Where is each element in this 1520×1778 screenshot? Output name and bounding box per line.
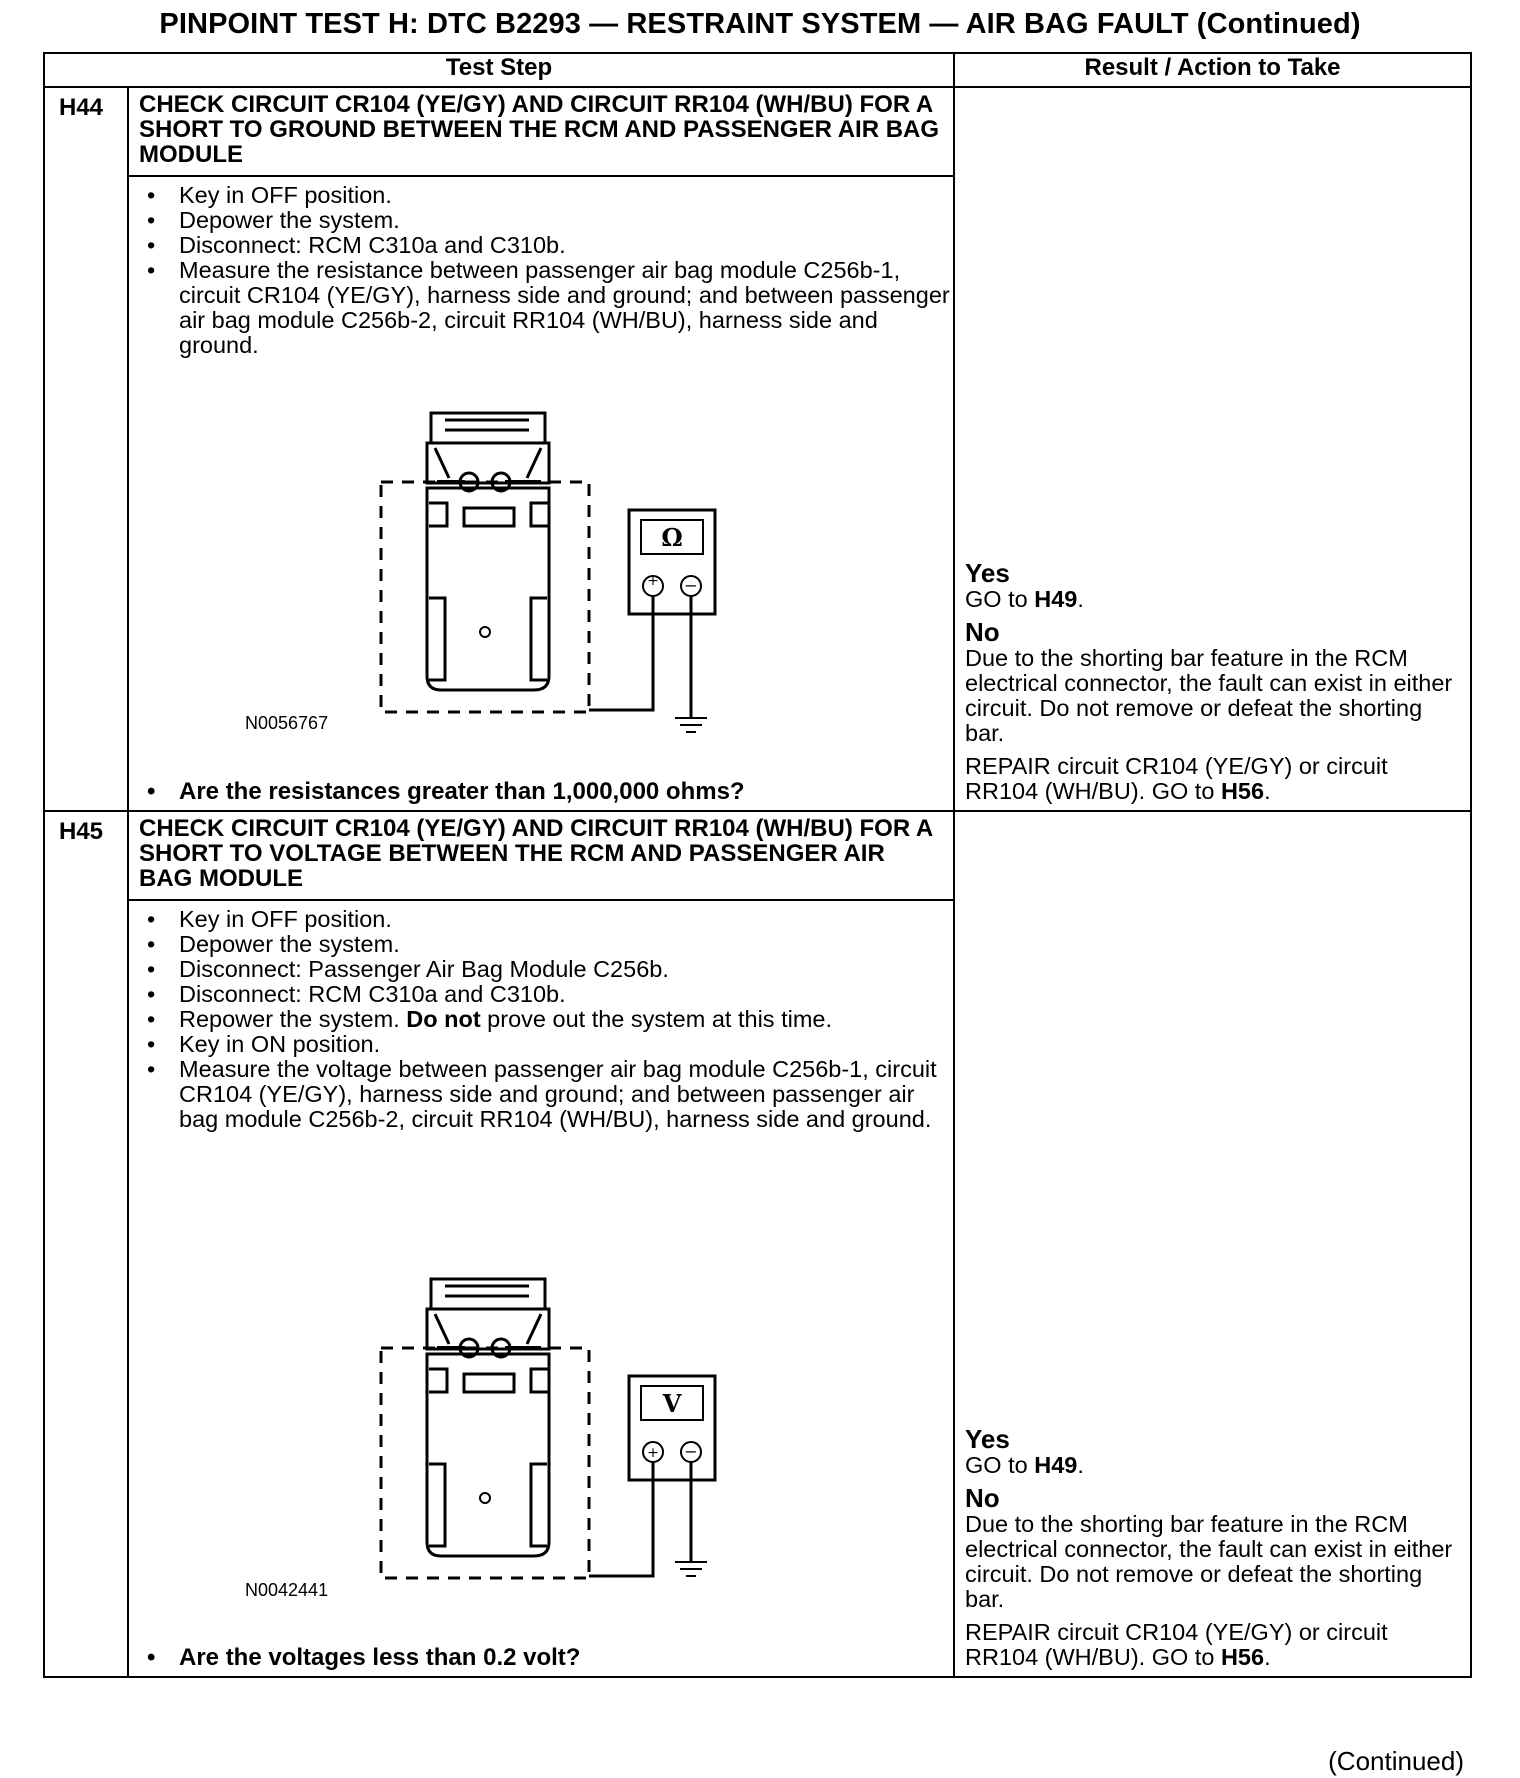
list-item: • Key in OFF position. <box>141 907 953 932</box>
pinpoint-test-table <box>43 52 1472 1678</box>
yes-text: GO to <box>965 586 1028 612</box>
list-item: • Key in OFF position. <box>141 183 953 208</box>
dashed-module-outline <box>381 482 589 712</box>
no-text: Due to the shorting bar feature in the RCM electrical connector, the fault can exist in either circuit. Do not remove or defeat the shorting bar. <box>965 645 1453 746</box>
ground-symbol <box>675 1562 707 1576</box>
action-list <box>129 183 953 358</box>
action-list <box>129 907 953 1132</box>
step-question: • Are the voltages less than 0.2 volt? <box>129 1644 953 1672</box>
list-item: • Measure the voltage between passenger air bag module C256b-1, circuit CR104 (YE/GY), harness side and ground; and between passenger air bag module C256b-2, circuit RR104 (WH/BU), harness side and ground. <box>141 1057 953 1132</box>
page-title: PINPOINT TEST H: DTC B2293 — RESTRAINT SYSTEM — AIR BAG FAULT (Continued) <box>159 8 1361 40</box>
wiring-diagram <box>129 358 953 778</box>
no-text: Due to the shorting bar feature in the RCM electrical connector, the fault can exist in either circuit. Do not remove or defeat the shorting bar. <box>965 1511 1453 1612</box>
step-result <box>954 87 1471 811</box>
meter-symbol: V <box>662 1389 682 1418</box>
yes-target: H49 <box>1034 586 1078 612</box>
figure-id: N0056767 <box>245 713 329 733</box>
yes-action: GO to H49. <box>965 586 1084 612</box>
list-item: • Disconnect: RCM C310a and C310b. <box>141 982 953 1007</box>
header-result: Result / Action to Take <box>954 53 1471 87</box>
repair-text: REPAIR circuit CR104 (YE/GY) or circuit RR104 (WH/BU). GO to <box>965 1619 1388 1670</box>
step-heading: CHECK CIRCUIT CR104 (YE/GY) AND CIRCUIT RR104 (WH/BU) FOR A SHORT TO VOLTAGE BETWEEN THE RCM AND PASSENGER AIR BAG MODULE <box>128 811 954 900</box>
step-heading: CHECK CIRCUIT CR104 (YE/GY) AND CIRCUIT RR104 (WH/BU) FOR A SHORT TO GROUND BETWEEN THE RCM AND PASSENGER AIR BAG MODULE <box>128 87 954 176</box>
list-item: • Depower the system. <box>141 208 953 233</box>
repair-text: REPAIR circuit CR104 (YE/GY) or circuit RR104 (WH/BU). GO to <box>965 753 1388 804</box>
step-h44-heading-row <box>44 87 1471 176</box>
list-item-repower: • Repower the system. Do not prove out the system at this time. <box>141 1007 953 1032</box>
yes-label: Yes <box>965 1424 1010 1454</box>
step-id: H45 <box>44 811 128 1677</box>
svg-text:+: + <box>647 1445 659 1461</box>
step-body <box>128 176 954 811</box>
yes-text: GO to <box>965 1452 1028 1478</box>
dashed-module-outline <box>381 1348 589 1578</box>
step-question: • Are the resistances greater than 1,000,000 ohms? <box>129 778 953 806</box>
step-result <box>954 811 1471 1677</box>
svg-text:−: − <box>684 1442 698 1461</box>
wiring-diagram <box>129 1132 953 1644</box>
list-item: • Disconnect: RCM C310a and C310b. <box>141 233 953 258</box>
list-item: • Measure the resistance between passenger air bag module C256b-1, circuit CR104 (YE/GY), harness side and ground; and between passenger air bag module C256b-2, circuit RR104 (WH/BU), harness side and ground. <box>141 258 953 358</box>
no-label: No <box>965 617 1000 647</box>
step-h45-heading-row <box>44 811 1471 900</box>
header-test-step: Test Step <box>44 53 954 87</box>
yes-action: GO to H49. <box>965 1452 1084 1478</box>
svg-text:+: + <box>647 573 659 589</box>
list-item: • Key in ON position. <box>141 1032 953 1057</box>
step-id: H44 <box>44 87 128 811</box>
repair-action: REPAIR circuit CR104 (YE/GY) or circuit RR104 (WH/BU). GO to H56. <box>965 753 1388 804</box>
no-label: No <box>965 1483 1000 1513</box>
list-item: • Disconnect: Passenger Air Bag Module C256b. <box>141 957 953 982</box>
connector-meter-diagram <box>129 1132 955 1644</box>
repair-action: REPAIR circuit CR104 (YE/GY) or circuit RR104 (WH/BU). GO to H56. <box>965 1619 1388 1670</box>
yes-label: Yes <box>965 558 1010 588</box>
repair-target: H56 <box>1220 778 1265 804</box>
yes-target: H49 <box>1034 1452 1078 1478</box>
figure-id: N0042441 <box>245 1580 329 1600</box>
list-item: • Depower the system. <box>141 932 953 957</box>
step-body <box>128 900 954 1677</box>
ground-symbol <box>675 718 707 732</box>
continued-label: (Continued) <box>1328 1746 1464 1776</box>
svg-text:−: − <box>684 576 698 595</box>
table-header-row <box>44 53 1471 87</box>
repair-target: H56 <box>1220 1644 1265 1670</box>
meter-symbol: Ω <box>661 523 683 552</box>
